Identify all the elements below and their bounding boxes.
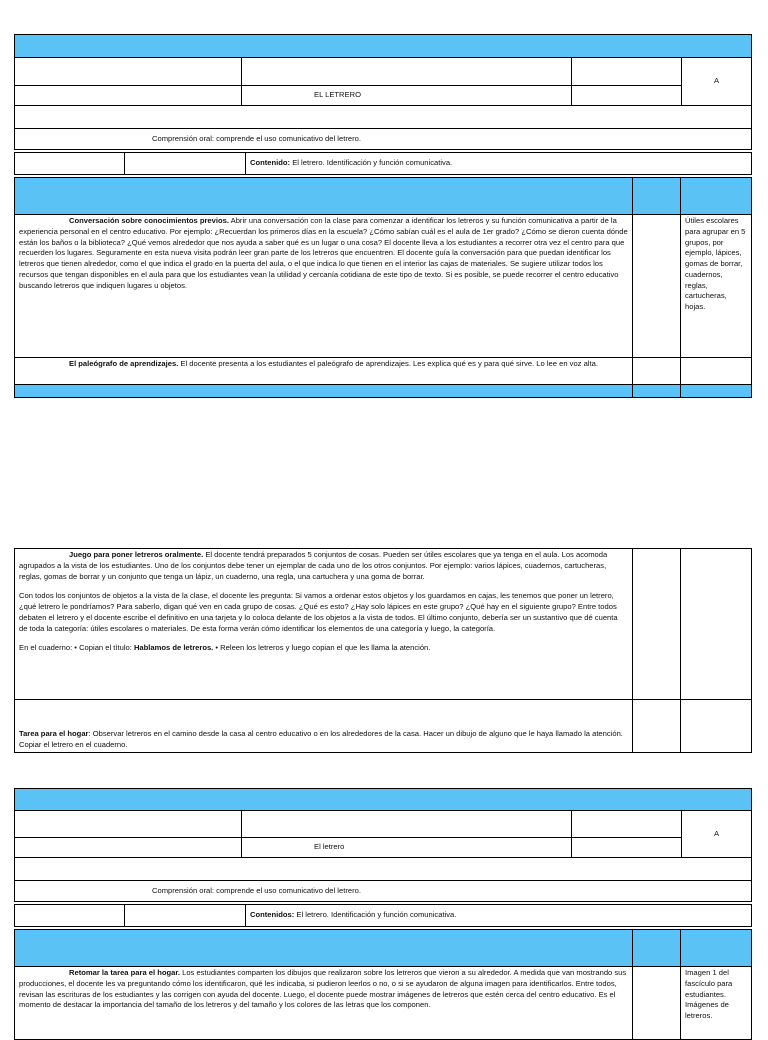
footer-band [681,385,752,398]
activity-retomar-tarea: Retomar la tarea para el hogar. Los estudiantes comparten los dibujos que realizaron sobre los letreros que vieron a su alrededor. A medida que van mostrando sus producciones, el docente les va preguntando cómo los identificaron, qué les indicaba, si pudieron leerlos o no, o si se ayudaron de alguna imagen para identificarlos. Entre todos, revisan las escrituras de los estudiantes y las corrigen con ayuda del docente. Luego, el docente puede mostrar imágenes de letreros que estén cerca del centro educativo. Es el momento de destacar la importancia del tamaño de los letreros y del tamaño y los colores de las letras que los componen. [15,967,633,1040]
time-cell [633,967,681,1040]
header-cell [15,811,242,838]
blank-row [15,858,752,881]
activities-band [681,178,752,215]
activity-juego-letreros: Juego para poner letreros oralmente. El docente tendrá preparados 5 conjuntos de cosas. Pueden ser útiles escolares que ya tenga en el aula. Los acomoda agrupados a la vista de los estudiantes. Uno de los conjuntos debe tener un ejemplar de cada uno de los otros conjuntos. Por ejemplo: varios lápices, cuadernos, cartucheras, reglas, gomas de borrar y un conjunto que tenga un lápiz, un cuaderno, una regla, una cartuchera y una goma de borrar. Con todos los conjuntos de objetos a la vista de la clase, el docente les pregunta: Si vamos a ordenar estos objetos y los guardamos en cajas, les tenemos que poner un letrero, ¿qué letrero le pondríamos? Para saberlo, digan qué ven en cada grupo de cosas. ¿Qué es esto? ¿Hay solo lápices en este grupo? ¿Qué hay en el siguiente grupo? Entre todos debaten el letrero y el docente escribe el definitivo en una tarjeta y lo coloca delante de los objetos a la vista de todos. El último conjunto, debería ser un sustantivo que dé cuenta de toda la categoría: útiles escolares o materiales. De esta forma verán cómo identificar los elementos de una categoría y luego, la categoría. En el cuaderno: • Copian el título: Hablamos de letreros. • Releen los letreros y luego copian el que les llama la atención. [15,549,633,700]
activities-band [633,178,681,215]
content-cell [125,905,246,927]
competencia: Comprensión oral: comprende el uso comunicativo del letrero. [15,881,752,902]
time-cell [633,358,681,385]
header-cell [242,811,572,838]
footer-band [15,385,633,398]
lesson-plan-page-1 [14,34,751,398]
header-band [15,35,752,58]
header-cell [15,86,242,106]
resources-cell [681,700,752,753]
lesson-plan-page-3 [14,788,751,1040]
grade-letter: A [682,811,752,858]
header-cell [572,811,682,838]
contenido: Contenidos: El letrero. Identificación y función comunicativa. [246,905,752,927]
activities-table-1 [14,177,752,398]
header-cell [15,58,242,86]
activities-band [681,930,752,967]
time-cell [633,700,681,753]
activities-table-2 [14,548,752,753]
activities-table-3 [14,929,752,1040]
resources-cell: Imagen 1 del fascículo para estudiantes. Imágenes de letreros. [681,967,752,1040]
content-cell [15,153,125,175]
content-row-table-1 [14,152,752,175]
activity-paleografo: El paleógrafo de aprendizajes. El docente presenta a los estudiantes el paleógrafo de aprendizajes. Les explica qué es y para qué sirve. Lo lee en voz alta. [15,358,633,385]
activities-band [15,930,633,967]
contenido: Contenido: El letrero. Identificación y función comunicativa. [246,153,752,175]
header-cell [572,86,682,106]
header-band [15,789,752,811]
content-row-table-3 [14,904,752,927]
activities-band [633,930,681,967]
header-table-3 [14,788,752,902]
activity-tarea-hogar: Tarea para el hogar: Observar letreros en el camino desde la casa al centro educativo o en los alrededores de la casa. Hacer un dibujo de alguno que le haya llamado la atención. Copiar el letrero en el cuaderno. [15,700,633,753]
lesson-plan-page-2 [14,548,751,753]
competencia: Comprensión oral: comprende el uso comunicativo del letrero. [15,129,752,150]
header-cell [572,838,682,858]
lesson-title: EL LETRERO [242,86,572,106]
activity-conversacion: Conversación sobre conocimientos previos. Abrir una conversación con la clase para comenzar a identificar los letreros y su función comunicativa a partir de la experiencia personal en el centro educativo. Por ejemplo: ¿Recuerdan los primeros días en la escuela? ¿Cómo sabían cuál es el aula de 1er grado? ¿Cómo se dieron cuenta dónde están los baños o la biblioteca? ¿Qué vemos alrededor que nos ayuda a saber qué es un lugar o una cosa? El docente lleva a los estudiantes a recorrer otra vez el centro para que recuerden los lugares. Seguramente en esta nueva visita podrán leer gran parte de los letreros que encuentren. El docente guía la conversación para que puedan identificar los letreros que tienen alrededor, como el que indica el grado en la puerta del aula, o el que indica lo que tienen en el interior las cajas de materiales. Se sugiere utilizar todos los recursos que tengan disponibles en el aula para que los estudiantes vean la utilidad y cercanía cotidiana de este tipo de texto. Si es posible, se puede recorrer el centro educativo buscando letreros que indiquen lugares u objetos. [15,215,633,358]
grade-letter: A [682,58,752,106]
content-cell [15,905,125,927]
content-cell [125,153,246,175]
header-table-1 [14,34,752,150]
time-cell [633,215,681,358]
header-cell [242,58,572,86]
blank-row [15,106,752,129]
resources-cell [681,549,752,700]
footer-band [633,385,681,398]
header-cell [15,838,242,858]
activities-band [15,178,633,215]
header-cell [572,58,682,86]
resources-cell: Útiles escolares para agrupar en 5 grupos, por ejemplo, lápices, gomas de borrar, cuadernos, reglas, cartucheras, hojas. [681,215,752,358]
time-cell [633,549,681,700]
resources-cell [681,358,752,385]
lesson-title: El letrero [242,838,572,858]
